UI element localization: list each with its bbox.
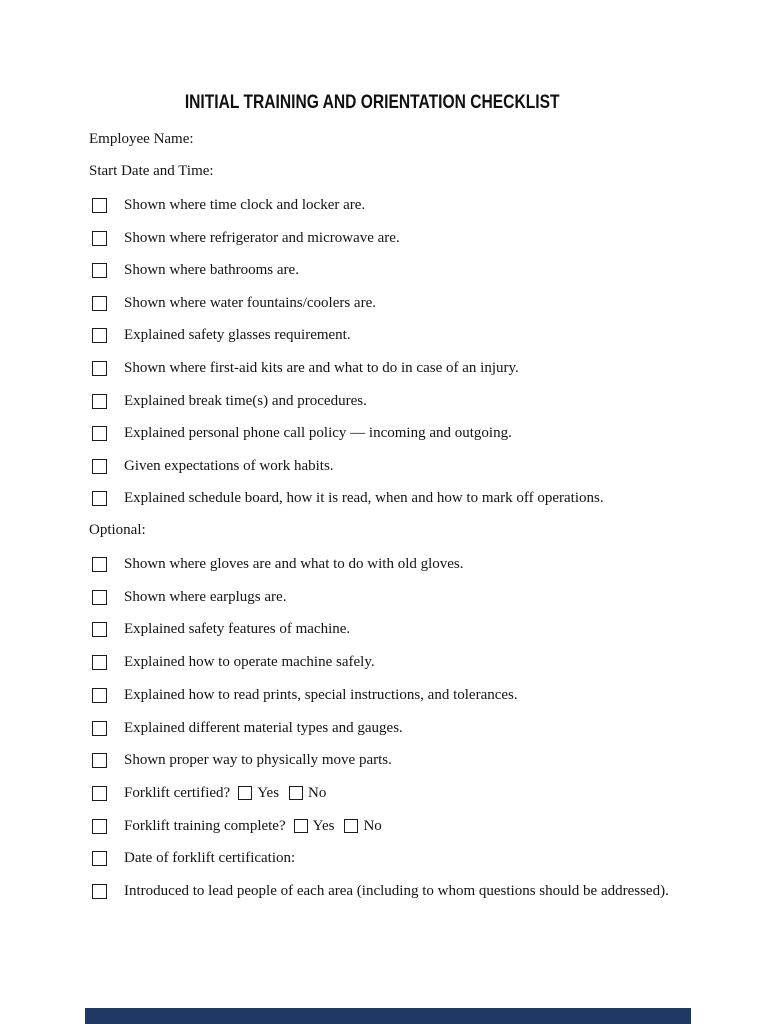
- yes-no-group: [238, 785, 326, 802]
- checklist-item: [92, 295, 376, 312]
- checkbox[interactable]: [92, 688, 107, 703]
- checkbox[interactable]: [92, 622, 107, 637]
- checklist-item-label: Shown proper way to physically move parts.: [124, 752, 392, 769]
- checkbox[interactable]: [92, 296, 107, 311]
- page-title-text: INITIAL TRAINING AND ORIENTATION CHECKLIST: [185, 91, 560, 113]
- checklist-item-label: Introduced to lead people of each area (including to whom questions should be addressed).: [124, 883, 669, 899]
- yes-checkbox[interactable]: [238, 786, 252, 800]
- checklist-item: [92, 621, 350, 638]
- checklist-item-label: Shown where time clock and locker are.: [124, 197, 366, 213]
- start-date-label: Start Date and Time:: [89, 163, 214, 179]
- checkbox[interactable]: [92, 394, 107, 409]
- checkbox[interactable]: [92, 557, 107, 572]
- checklist-item: [92, 785, 326, 802]
- no-checkbox[interactable]: [344, 819, 358, 833]
- checkbox[interactable]: [92, 263, 107, 278]
- checkbox[interactable]: [92, 884, 107, 899]
- checklist-item-label: Explained break time(s) and procedures.: [124, 392, 367, 409]
- checklist-item-label: Date of forklift certification:: [124, 850, 296, 867]
- no-label: No: [308, 784, 327, 801]
- checklist-item-label: Shown where first-aid kits are and what to do in case of an injury.: [124, 360, 519, 376]
- employee-name-label: Employee Name:: [89, 131, 194, 147]
- checklist-item: [92, 262, 299, 279]
- checklist-item-label: Shown where refrigerator and microwave are.: [124, 229, 400, 246]
- checklist-item: [92, 883, 669, 900]
- checkbox[interactable]: [92, 361, 107, 376]
- yes-label: Yes: [312, 817, 335, 834]
- checklist-item: [92, 687, 518, 704]
- checkbox[interactable]: [92, 590, 107, 605]
- checklist-item-label: Shown where earplugs are.: [124, 588, 287, 605]
- yes-label: Yes: [257, 784, 280, 801]
- checklist-item: [92, 393, 367, 410]
- checklist-item: [92, 720, 403, 737]
- footer-bar: [85, 1008, 691, 1024]
- checkbox[interactable]: [92, 753, 107, 768]
- checklist-item-label: Forklift training complete?: [124, 817, 286, 834]
- checklist-item-label: Shown where water fountains/coolers are.: [124, 294, 376, 311]
- checklist-item-label: Shown where gloves are and what to do with old gloves.: [124, 556, 464, 572]
- checklist-item-label: Explained how to operate machine safely.: [124, 654, 375, 671]
- checkbox[interactable]: [92, 328, 107, 343]
- checklist-item: [92, 458, 334, 475]
- checklist-item: [92, 850, 295, 867]
- checklist-item: [92, 490, 604, 507]
- no-checkbox[interactable]: [289, 786, 303, 800]
- checklist-item: [92, 197, 365, 214]
- yes-no-group: [294, 818, 382, 835]
- checklist-item: [92, 589, 286, 606]
- checkbox[interactable]: [92, 231, 107, 246]
- checkbox[interactable]: [92, 655, 107, 670]
- checklist-item-label: Shown where bathrooms are.: [124, 262, 299, 279]
- checklist-item: [92, 425, 512, 442]
- checkbox[interactable]: [92, 426, 107, 441]
- checklist-item-label: Explained how to read prints, special instructions, and tolerances.: [124, 686, 518, 703]
- checkbox[interactable]: [92, 491, 107, 506]
- checkbox[interactable]: [92, 786, 107, 801]
- checklist-item-label: Forklift certified?: [124, 784, 231, 801]
- checklist-item-label: Explained safety features of machine.: [124, 621, 351, 638]
- checklist-item-label: Given expectations of work habits.: [124, 457, 334, 474]
- page-title: [89, 92, 656, 112]
- checkbox[interactable]: [92, 819, 107, 834]
- checklist-item-label: Explained different material types and gauges.: [124, 719, 403, 736]
- optional-section-label: Optional:: [89, 522, 146, 538]
- checkbox[interactable]: [92, 459, 107, 474]
- checklist-item-label: Explained safety glasses requirement.: [124, 327, 351, 344]
- checklist-item-label: Explained personal phone call policy — incoming and outgoing.: [124, 425, 512, 442]
- checklist-item: [92, 654, 375, 671]
- no-label: No: [363, 817, 382, 834]
- checklist-item: [92, 818, 382, 835]
- checklist-item: [92, 327, 351, 344]
- checkbox[interactable]: [92, 851, 107, 866]
- checklist-item-label: Explained schedule board, how it is read, when and how to mark off operations.: [124, 490, 604, 507]
- checklist-item: [92, 230, 400, 247]
- checklist-item: [92, 556, 464, 573]
- checkbox[interactable]: [92, 198, 107, 213]
- checkbox[interactable]: [92, 721, 107, 736]
- checklist-item: [92, 752, 392, 769]
- checklist-item: [92, 360, 519, 377]
- yes-checkbox[interactable]: [294, 819, 308, 833]
